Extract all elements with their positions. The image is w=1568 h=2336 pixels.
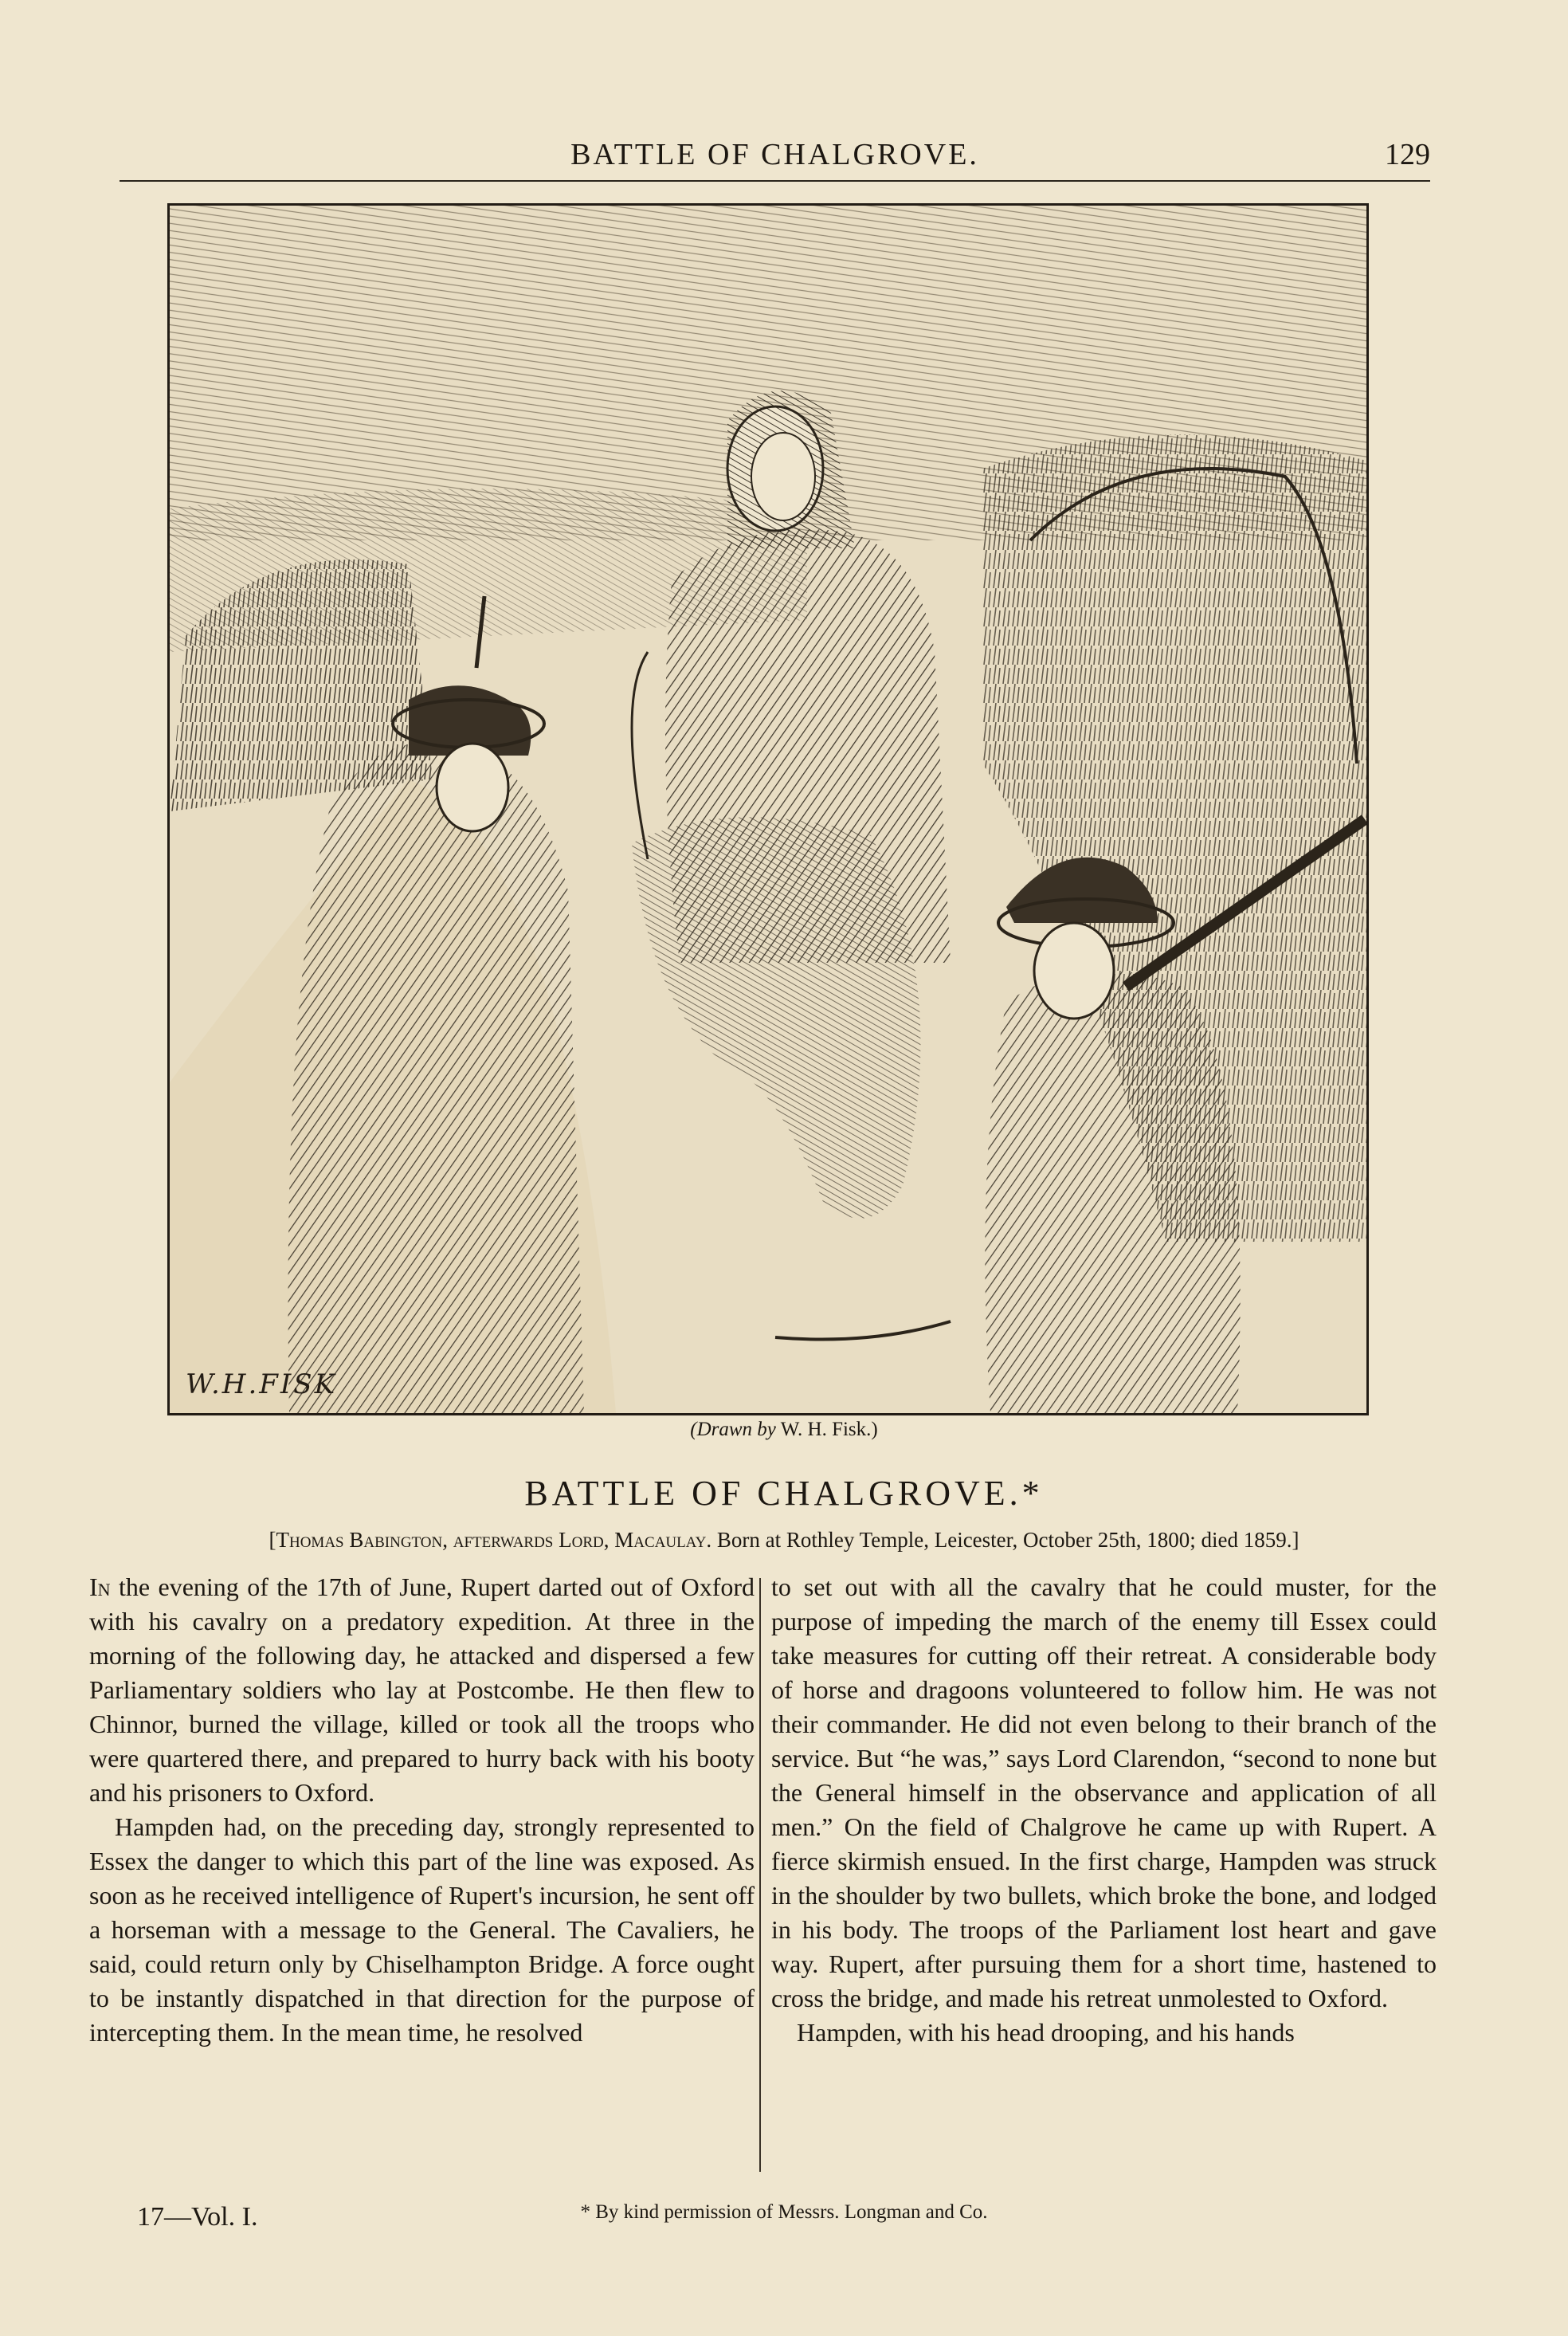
running-title: BATTLE OF CHALGROVE. (570, 138, 979, 171)
paragraph (89, 1570, 755, 1810)
byline-open: [ (269, 1528, 276, 1552)
engraving-illustration (167, 203, 1369, 1415)
footnote: * By kind permission of Messrs. Longman and Co. (580, 2201, 988, 2223)
illustration-credit (0, 1419, 1568, 1441)
running-head (120, 134, 1430, 182)
left-column (89, 1570, 755, 2050)
article-byline (127, 1528, 1441, 1553)
paragraph: to set out with all the cavalry that he could muster, for the purpose of impeding the march of the enemy till Essex could take measures for cutting off their retreat. A considerable body of horse and dragoons volunteered to follow him. He was not their commander. He did not even belong to their branch of the service. But “he was,” says Lord Clarendon, “second to none but the General himself in the observance and application of all men.” On the field of Chalgrove he came up with Rupert. A fierce skirmish ensued. In the first charge, Hampden was struck in the shoulder by two bullets, which broke the bone, and lodged in his body. The troops of the Parliament lost heart and gave way. Rupert, after pursuing them for a short time, hastened to cross the bridge, and made his retreat unmolested to Oxford. (771, 1572, 1437, 2012)
artist-signature: W.H.FISK (186, 1368, 337, 1400)
article-title: BATTLE OF CHALGROVE.* (524, 1474, 1044, 1513)
engraving-drawing (170, 206, 1366, 1413)
paragraph-text: the evening of the 17th of June, Rupert darted out of Oxford with his cavalry on a predatory expedition. At three in the morning of the following day, he attacked and dispersed a few Parliamentary soldiers who lay at Postcombe. He then flew to Chinnor, burned the village, killed or took all the troops who were quartered there, and prepared to hurry back with his booty and his prisoners to Oxford. (89, 1572, 755, 1807)
column-divider (759, 1578, 761, 2172)
signature-mark: 17—Vol. I. (137, 2202, 258, 2232)
credit-prefix: (Drawn by (690, 1419, 776, 1440)
paragraph: Hampden, with his head drooping, and his hands (797, 2018, 1295, 2047)
credit-name: W. H. Fisk.) (780, 1419, 878, 1440)
byline-details: Born at Rothley Temple, Leicester, October 25th, 1800; died 1859.] (711, 1528, 1299, 1552)
drop-cap: In (89, 1572, 111, 1601)
page-number: 129 (1385, 138, 1430, 171)
byline-author: Thomas Babington, afterwards Lord, Macaulay. (276, 1528, 712, 1552)
right-column (771, 1570, 1437, 2050)
paragraph: Hampden had, on the preceding day, strongly represented to Essex the danger to which this part of the line was exposed. As soon as he received intelligence of Rupert's incursion, he sent off a horseman with a message to the General. The Cavaliers, he said, could return only by Chiselhampton Bridge. A force ought to be instantly dispatched in that direction for the purpose of intercepting them. In the mean time, he resolved (89, 1812, 755, 2047)
